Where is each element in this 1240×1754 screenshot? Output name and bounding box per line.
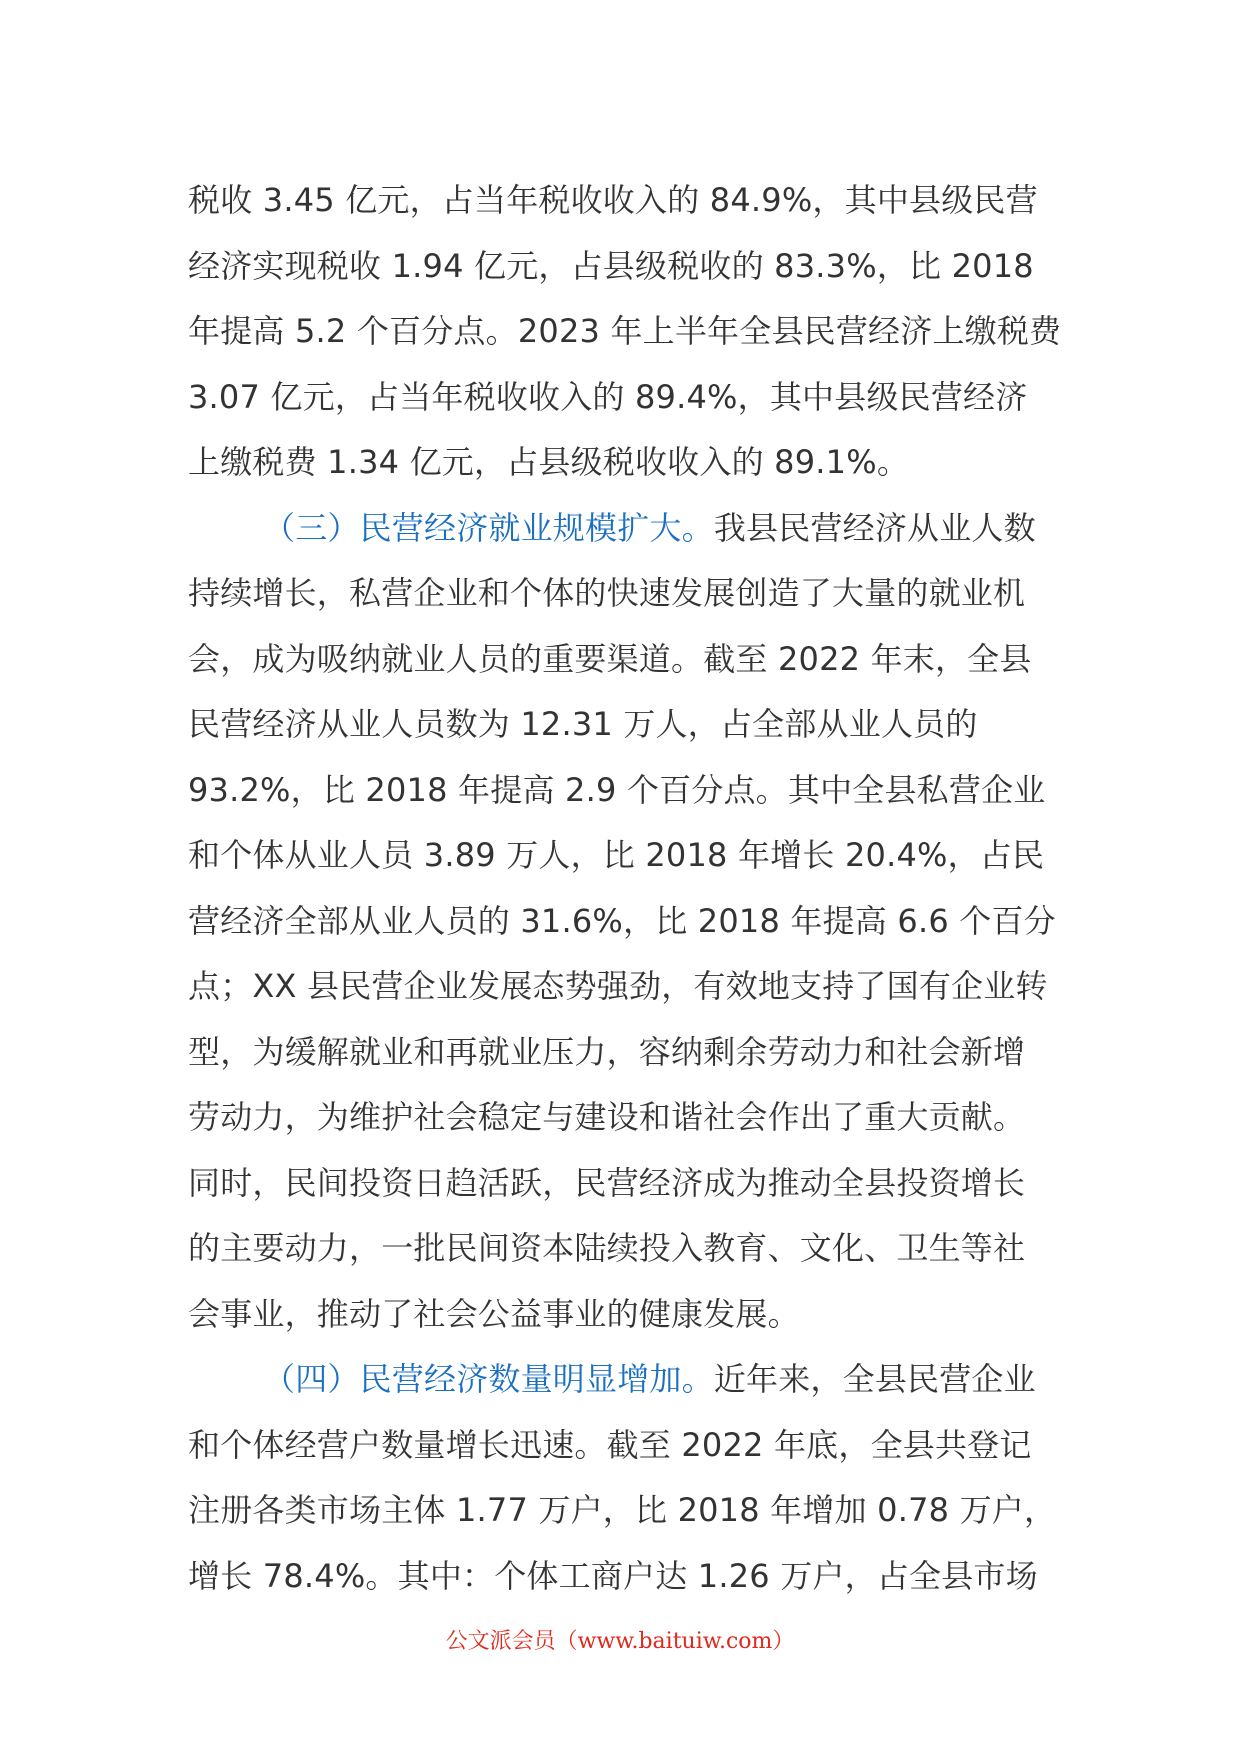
footer-watermark: 公文派会员（www.baituiw.com）: [445, 1629, 795, 1654]
paragraph-employment: [188, 496, 1056, 1348]
text-line: 点；XX 县民营企业发展态势强劲，有效地支持了国有企业转: [188, 967, 1048, 1005]
text-line: 持续增长，私营企业和个体的快速发展创造了大量的就业机: [188, 574, 1026, 612]
text-line: 和个体经营户数量增长迅速。截至 2022 年底，全县共登记: [188, 1425, 1032, 1464]
text-line: 上缴税费 1.34 亿元，占县级税收收入的 89.1%。: [188, 443, 910, 481]
text-line: 增长 78.4%。其中：个体工商户达 1.26 万户，占全县市场: [188, 1556, 1038, 1595]
text-line: 营经济全部从业人员的 31.6%，比 2018 年提高 6.6 个百分: [188, 901, 1056, 940]
text-line: 同时，民间投资日趋活跃，民营经济成为推动全县投资增长: [188, 1163, 1026, 1202]
text-run: 近年来，全县民营企业: [713, 1360, 1036, 1398]
text-line: 注册各类市场主体 1.77 万户，比 2018 年增加 0.78 万户，: [188, 1491, 1057, 1529]
paragraph-quantity: [188, 1347, 1056, 1609]
text-line: [188, 496, 1056, 562]
text-line: 年提高 5.2 个百分点。2023 年上半年全县民营经济上缴税费: [188, 312, 1062, 350]
text-line: 的主要动力，一批民间资本陆续投入教育、文化、卫生等社: [188, 1229, 1026, 1267]
text-line: 和个体从业人员 3.89 万人，比 2018 年增长 20.4%，占民: [188, 836, 1045, 874]
text-run: 我县民营经济从业人数: [713, 508, 1036, 547]
text-line: 型，为缓解就业和再就业压力，容纳剩余劳动力和社会新增: [188, 1032, 1026, 1071]
text-line: 劳动力，为维护社会稳定与建设和谐社会作出了重大贡献。: [188, 1098, 1026, 1136]
text-line: 税收 3.45 亿元，占当年税收收入的 84.9%，其中县级民营: [188, 181, 1038, 219]
text-line: 经济实现税收 1.94 亿元，占县级税收的 83.3%，比 2018: [188, 246, 1034, 285]
text-line: 会事业，推动了社会公益事业的健康发展。: [188, 1294, 800, 1333]
section-heading-employment: （三）民营经济就业规模扩大。: [263, 508, 714, 547]
text-line: [188, 1347, 1056, 1413]
text-line: 民营经济从业人员数为 12.31 万人，占全部从业人员的: [188, 705, 978, 743]
text-line: 3.07 亿元，占当年税收收入的 89.4%，其中县级民营经济: [188, 377, 1028, 416]
text-line: 93.2%，比 2018 年提高 2.9 个百分点。其中全县私营企业: [188, 770, 1046, 809]
text-line: 会，成为吸纳就业人员的重要渠道。截至 2022 年末，全县: [188, 639, 1032, 678]
paragraph-tax: [188, 168, 1062, 496]
document-body: [188, 168, 1062, 1609]
section-heading-quantity: （四）民营经济数量明显增加。: [263, 1360, 714, 1398]
